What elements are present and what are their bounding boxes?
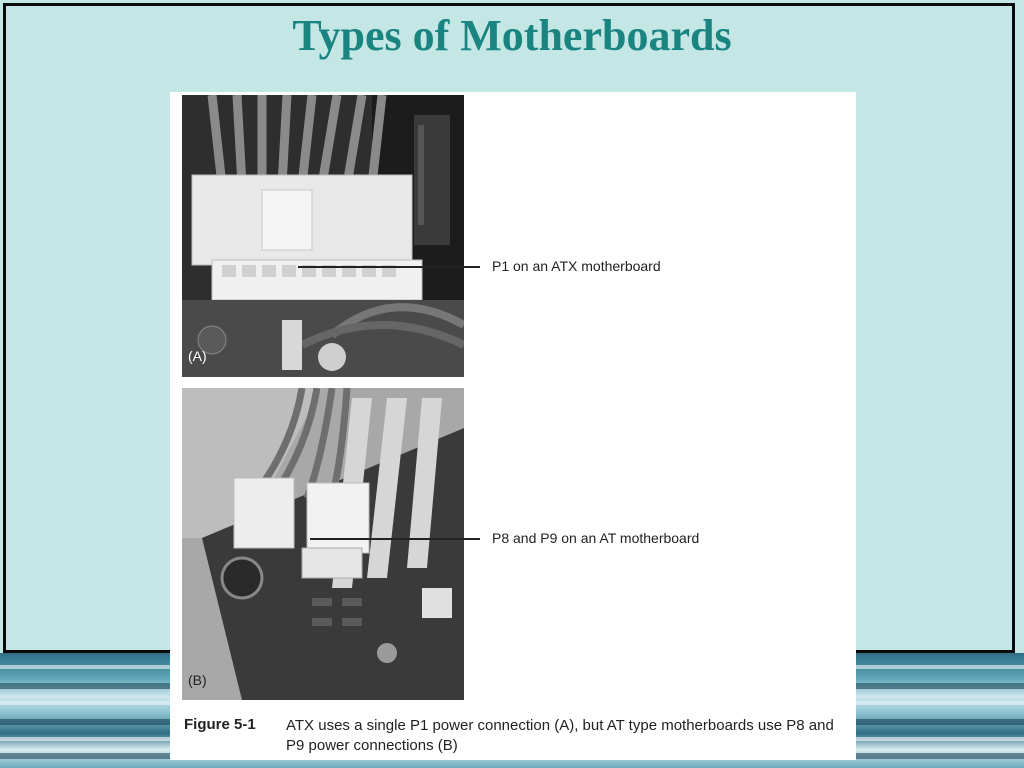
panel-b-callout: P8 and P9 on an AT motherboard xyxy=(492,530,700,546)
atx-connector-photo xyxy=(182,95,464,377)
panel-a-callout: P1 on an ATX motherboard xyxy=(492,258,661,274)
panel-a-label: (A) xyxy=(188,348,207,364)
panel-a-leader-line xyxy=(298,266,480,268)
panel-b-leader-line xyxy=(310,538,480,540)
panel-b-label: (B) xyxy=(188,672,207,688)
at-connector-photo xyxy=(182,388,464,700)
atx-connector-illustration xyxy=(182,95,464,377)
figure xyxy=(170,92,856,760)
slide-title: Types of Motherboards xyxy=(292,11,732,60)
at-connector-illustration xyxy=(182,388,464,700)
caption-label: Figure 5-1 xyxy=(184,716,256,733)
caption-text: ATX uses a single P1 power connection (A), but AT type motherboards use P8 and P9 power connections (B) xyxy=(286,717,834,754)
